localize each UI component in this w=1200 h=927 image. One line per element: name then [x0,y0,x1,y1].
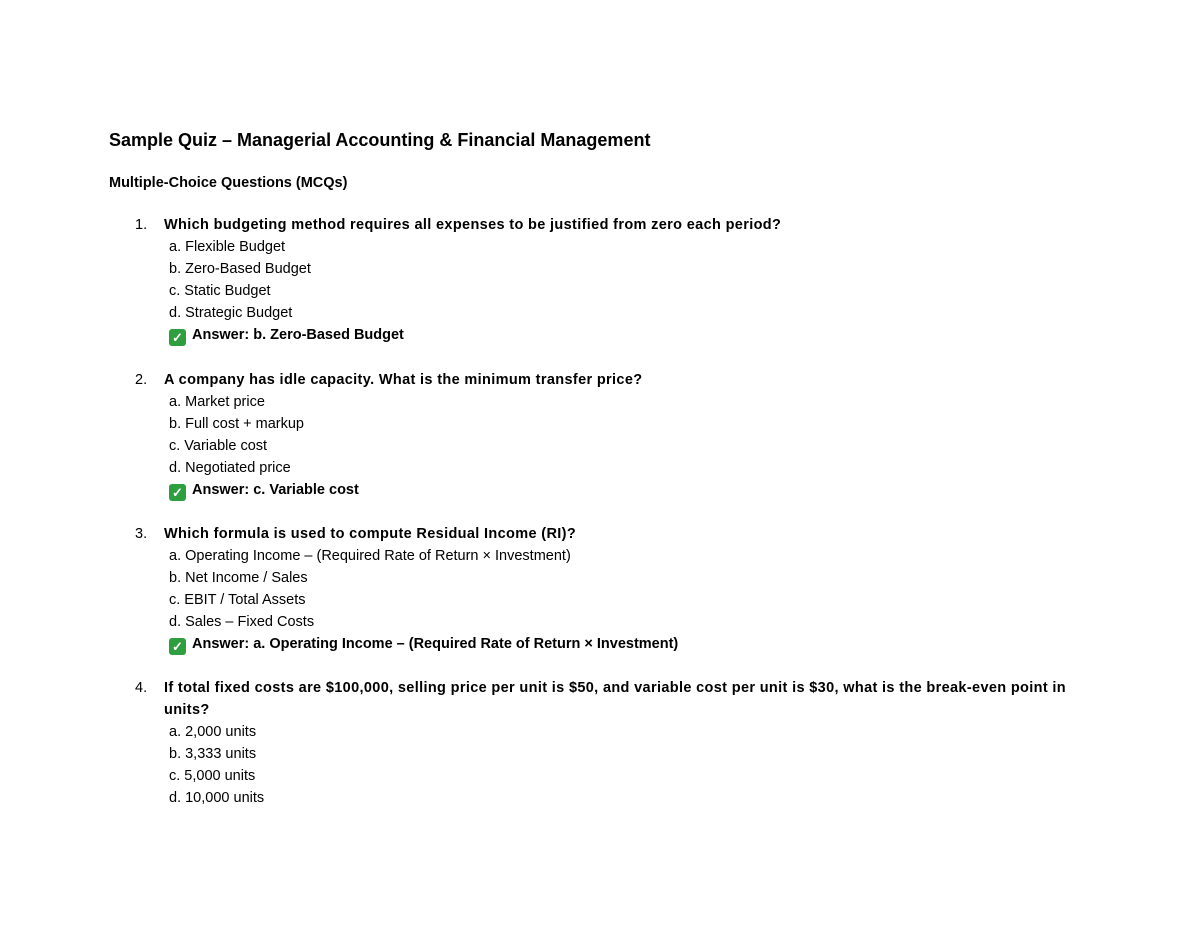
option-b: b. Zero-Based Budget [169,261,311,277]
question-text: If total fixed costs are $100,000, selling price per unit is $50, and variable cost per unit is $30, what is the break-even point in units? [164,680,1066,718]
option-list [169,545,571,633]
answer-text: Answer: b. Zero-Based Budget [192,327,404,343]
option-list [169,391,304,479]
option-b: b. 3,333 units [169,746,257,762]
option-d: d. 10,000 units [169,790,265,806]
question-text: Which formula is used to compute Residual Income (RI)? [164,526,577,542]
question-number: 4. [135,680,148,696]
option-b: b. Full cost + markup [169,416,304,432]
answer-text: Answer: a. Operating Income – (Required Rate of Return × Investment) [192,636,679,652]
answer-line [169,479,359,501]
option-d: d. Sales – Fixed Costs [169,614,315,630]
option-d: d. Strategic Budget [169,305,293,321]
option-d: d. Negotiated price [169,460,291,476]
question-number: 1. [135,217,148,233]
question-text: Which budgeting method requires all expenses to be justified from zero each period? [164,217,782,233]
option-c: c. Static Budget [169,283,271,299]
answer-text: Answer: c. Variable cost [192,482,359,498]
option-list [169,236,311,324]
check-mark-icon: ✓ [169,484,186,501]
question-text: A company has idle capacity. What is the minimum transfer price? [164,372,643,388]
option-list [169,721,264,809]
check-mark-icon: ✓ [169,329,186,346]
section-heading: Multiple-Choice Questions (MCQs) [109,175,348,191]
option-a: a. Market price [169,394,265,410]
option-a: a. Flexible Budget [169,239,286,255]
answer-line [169,324,404,346]
option-c: c. Variable cost [169,438,268,454]
option-a: a. 2,000 units [169,724,257,740]
answer-line [169,633,678,655]
question-number: 2. [135,372,148,388]
option-b: b. Net Income / Sales [169,570,308,586]
question-number: 3. [135,526,148,542]
option-c: c. 5,000 units [169,768,256,784]
option-c: c. EBIT / Total Assets [169,592,306,608]
option-a: a. Operating Income – (Required Rate of Return × Investment) [169,548,571,564]
document-title: Sample Quiz – Managerial Accounting & Financial Management [109,130,651,150]
check-mark-icon: ✓ [169,638,186,655]
